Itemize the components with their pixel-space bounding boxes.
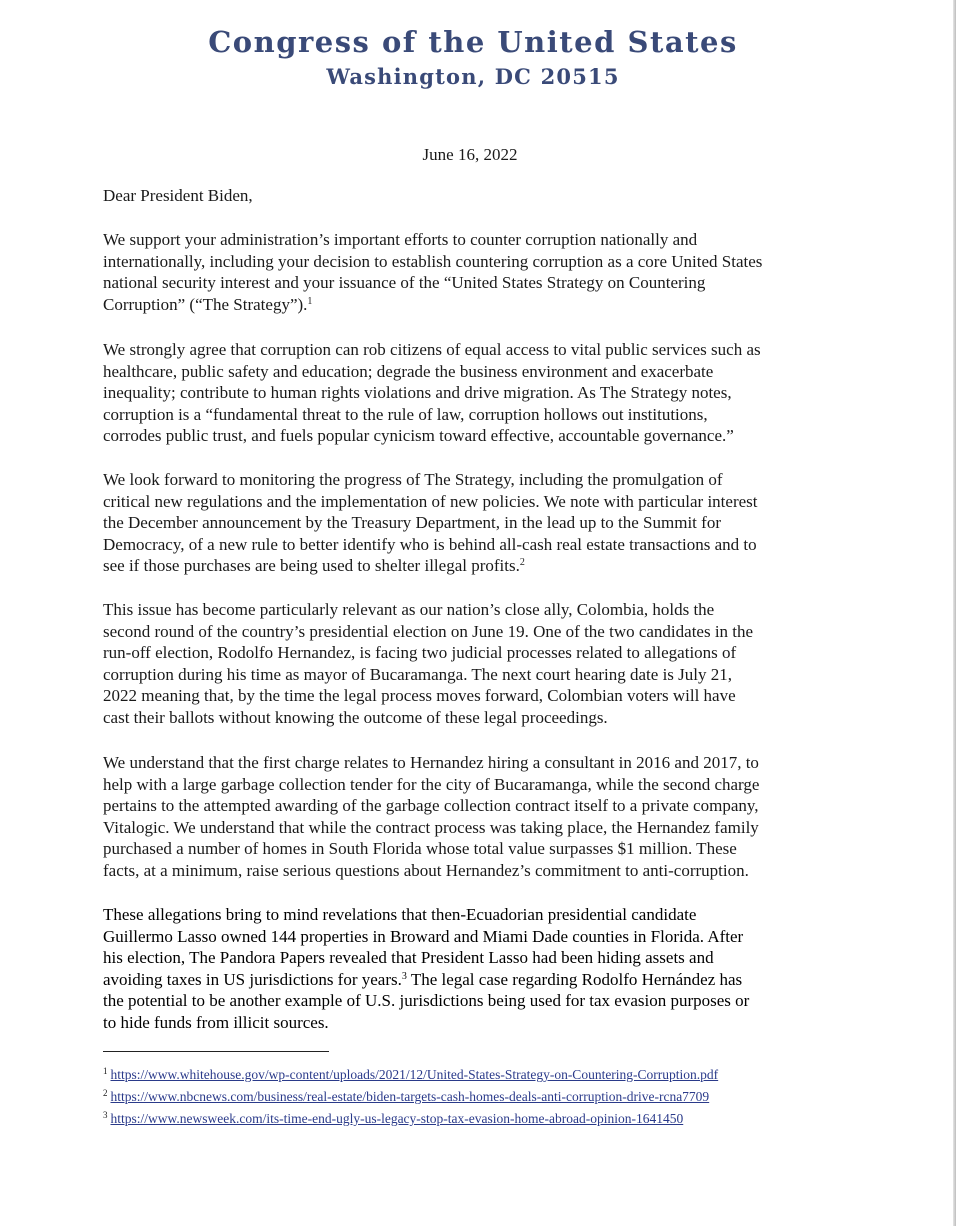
footnote-divider xyxy=(103,1051,329,1052)
paragraph-line-text: see if those purchases are being used to shelter illegal profits. xyxy=(103,556,520,575)
paragraph-2 xyxy=(103,339,843,447)
footnote-link-1[interactable]: https://www.whitehouse.gov/wp-content/uploads/2021/12/United-States-Strategy-on-Countering-Corruption.pdf xyxy=(110,1067,719,1082)
paragraph-line: We support your administration’s important efforts to counter corruption nationally and xyxy=(103,230,698,249)
paragraph-line: These allegations bring to mind revelations that then-Ecuadorian presidential candidate xyxy=(103,905,697,924)
footnote-link-3[interactable]: https://www.newsweek.com/its-time-end-ugly-us-legacy-stop-tax-evasion-home-abroad-opinion-1641450 xyxy=(110,1111,684,1126)
paragraph-line-text: The legal case regarding Rodolfo Hernández has xyxy=(406,969,743,989)
paragraph-line-text: Corruption” (“The Strategy”). xyxy=(103,294,308,314)
footnote-ref: 3 xyxy=(401,970,407,982)
footnote-2 xyxy=(103,1084,863,1106)
paragraph-line: corruption is a “fundamental threat to the rule of law, corruption hollows out institutions, xyxy=(103,404,708,424)
paragraph-4 xyxy=(103,599,843,728)
paragraph-line: facts, at a minimum, raise serious questions about Hernandez’s commitment to anti-corruption. xyxy=(103,860,749,880)
footnote-1 xyxy=(103,1062,863,1084)
salutation: Dear President Biden, xyxy=(103,186,253,205)
paragraph-line: corrodes public trust, and fuels popular cynicism toward effective, accountable governance.” xyxy=(103,426,734,445)
paragraph-line xyxy=(103,555,843,577)
paragraph-line: purchased a number of homes in South Florida whose total value surpasses $1 million. These xyxy=(103,839,737,858)
paragraph-line: cast their ballots without knowing the outcome of these legal proceedings. xyxy=(103,707,608,727)
footnotes xyxy=(103,1062,863,1128)
paragraph-line: We strongly agree that corruption can rob citizens of equal access to vital public services such as xyxy=(103,340,761,359)
paragraph-line: second round of the country’s presidential election on June 19. One of the two candidates in the xyxy=(103,621,754,641)
paragraph-line: healthcare, public safety and education; degrade the business environment and exacerbate xyxy=(103,361,714,381)
paragraph-line: the potential to be another example of U.S. jurisdictions being used for tax evasion purposes or xyxy=(103,991,750,1010)
footnote-3 xyxy=(103,1106,863,1128)
paragraph-line: run-off election, Rodolfo Hernandez, is facing two judicial processes related to allegations of xyxy=(103,643,737,662)
paragraph-line-text: avoiding taxes in US jurisdictions for years. xyxy=(103,969,402,989)
footnote-number: 2 xyxy=(103,1088,108,1098)
footnote-ref: 1 xyxy=(307,295,313,307)
letterhead xyxy=(0,22,946,92)
paragraph-line: Guillermo Lasso owned 144 properties in Broward and Miami Dade counties in Florida. After xyxy=(103,926,744,946)
paragraph-line: This issue has become particularly relevant as our nation’s close ally, Colombia, holds the xyxy=(103,600,715,619)
footnote-ref: 2 xyxy=(519,557,525,568)
paragraph-line: inequality; contribute to human rights violations and drive migration. As The Strategy notes, xyxy=(103,383,732,402)
paragraph-line: Vitalogic. We understand that while the contract process was taking place, the Hernandez family xyxy=(103,817,759,837)
paragraph-line: the December announcement by the Treasury Department, in the lead up to the Summit for xyxy=(103,513,721,532)
paragraph-line: pertains to the attempted awarding of the garbage collection contract itself to a private company, xyxy=(103,796,759,815)
paragraph-line: corruption during his time as mayor of Bucaramanga. The next court hearing date is July 21, xyxy=(103,664,732,684)
paragraph-line: his election, The Pandora Papers revealed that President Lasso had been hiding assets and xyxy=(103,948,714,967)
letterhead-title: Congress of the United States xyxy=(208,25,738,59)
paragraph-5 xyxy=(103,752,843,881)
paragraph-line xyxy=(103,294,843,316)
footnote-number: 1 xyxy=(103,1066,108,1076)
paragraph-line: 2022 meaning that, by the time the legal process moves forward, Colombian voters will have xyxy=(103,686,736,705)
paragraph-1 xyxy=(103,229,843,315)
footnote-number: 3 xyxy=(103,1110,108,1120)
paragraph-3 xyxy=(103,469,843,577)
paragraph-line: to hide funds from illicit sources. xyxy=(103,1012,329,1032)
paragraph-line: national security interest and your issuance of the “United States Strategy on Countering xyxy=(103,273,706,292)
paragraph-line: We look forward to monitoring the progress of The Strategy, including the promulgation of xyxy=(103,470,723,489)
paragraph-6 xyxy=(103,904,843,1033)
paragraph-line: help with a large garbage collection tender for the city of Bucaramanga, while the second charge xyxy=(103,774,760,794)
paragraph-line: We understand that the first charge relates to Hernandez hiring a consultant in 2016 and 2017, to xyxy=(103,753,759,772)
letter-date: June 16, 2022 xyxy=(422,145,518,164)
paragraph-line: Democracy, of a new rule to better identify who is behind all-cash real estate transactions and to xyxy=(103,534,757,554)
paragraph-line: critical new regulations and the implementation of new policies. We note with particular interest xyxy=(103,491,758,511)
footnote-link-2[interactable]: https://www.nbcnews.com/business/real-estate/biden-targets-cash-homes-deals-anti-corruption-drive-rcna7709 xyxy=(110,1089,710,1104)
paragraph-line: internationally, including your decision to establish countering corruption as a core United States xyxy=(103,251,763,271)
paragraph-line xyxy=(103,969,843,991)
letterhead-address: Washington, DC 20515 xyxy=(326,64,620,89)
